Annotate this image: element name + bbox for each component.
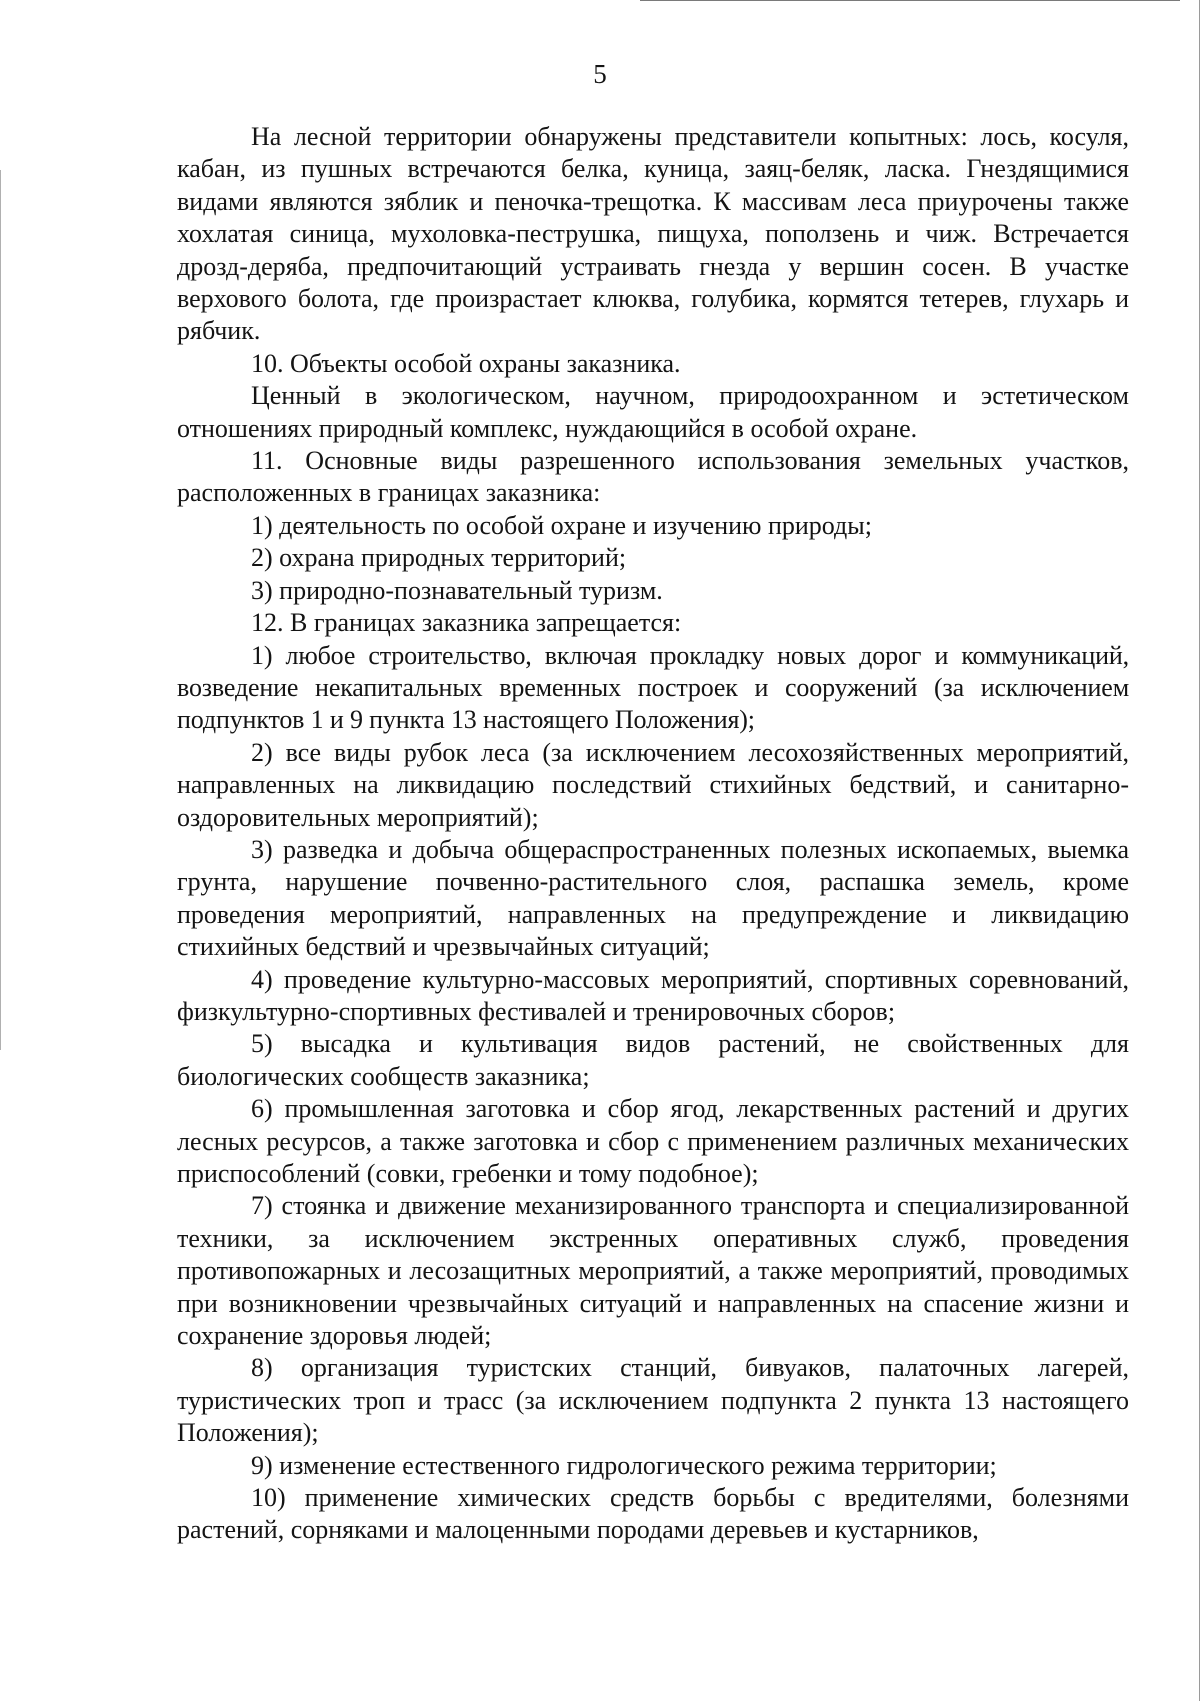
paragraph-section-12-heading: 12. В границах заказника запрещается: — [251, 608, 682, 638]
list-item-12-2: 2) все виды рубок леса (за исключением лесохозяйственных мероприятий, направленных на ликвидацию последствий стихийных бедствий, и санитарно-оздоровительных мероприятий); — [177, 737, 1129, 832]
paragraph-fauna: На лесной территории обнаружены представители копытных: лось, косуля, кабан, из пушных встречаются белка, куница, заяц-беляк, ласка. Гнездящимися видами являются зяблик и пеночка-трещотка. К массивам леса приурочены также хохлатая синица, мухоловка-пеструшка, пищуха, поползень и чиж. Встречается дрозд-деряба, предпочитающий устраивать гнезда у вершин сосен. В участке верхового болота, где произрастает клюква, голубика, кормятся тетерев, глухарь и рябчик. — [177, 122, 1129, 346]
list-item-12-3: 3) разведка и добыча общераспространенных полезных ископаемых, выемка грунта, нарушение почвенно-растительного слоя, распашка земель, кроме проведения мероприятий, направленных на предупреждение и ликвидацию стихийных бедствий и чрезвычайных ситуаций; — [177, 834, 1129, 962]
list-item-12-8: 8) организация туристских станций, бивуаков, палаточных лагерей, туристических троп и трасс (за исключением подпункта 2 пункта 13 настоящего Положения); — [177, 1353, 1129, 1448]
list-item-11-3: 3) природно-познавательный туризм. — [251, 575, 663, 605]
scan-edge-top — [640, 0, 1180, 1]
list-item-11-2: 2) охрана природных территорий; — [251, 543, 627, 573]
list-item-12-5: 5) высадка и культивация видов растений, не свойственных для биологических сообществ заказника; — [177, 1029, 1129, 1091]
list-item-12-6: 6) промышленная заготовка и сбор ягод, лекарственных растений и других лесных ресурсов, а также заготовка и сбор с применением различных механических приспособлений (совки, гребенки и тому подобное); — [177, 1094, 1129, 1188]
list-item-11-1: 1) деятельность по особой охране и изучению природы; — [251, 510, 872, 540]
list-item-12-1: 1) любое строительство, включая прокладку новых дорог и коммуникаций, возведение некапитальных временных построек и сооружений (за исключением подпунктов 1 и 9 пункта 13 настоящего Положения); — [177, 640, 1129, 735]
document-body — [177, 121, 1129, 1547]
paragraph-section-10-heading: 10. Объекты особой охраны заказника. — [251, 348, 681, 378]
list-item-12-9: 9) изменение естественного гидрологического режима территории; — [251, 1450, 997, 1480]
scan-edge-left — [0, 170, 1, 1050]
page-number: 5 — [593, 59, 607, 89]
list-item-12-4: 4) проведение культурно-массовых мероприятий, спортивных соревнований, физкультурно-спортивных фестивалей и тренировочных сборов; — [177, 964, 1129, 1026]
paragraph-section-11-heading: 11. Основные виды разрешенного использования земельных участков, расположенных в границах заказника: — [177, 446, 1129, 508]
paragraph-section-10-text: Ценный в экологическом, научном, природоохранном и эстетическом отношениях природный комплекс, нуждающийся в особой охране. — [177, 381, 1129, 443]
list-item-12-10: 10) применение химических средств борьбы с вредителями, болезнями растений, сорняками и малоценными породами деревьев и кустарников, — [177, 1483, 1129, 1545]
list-item-12-7: 7) стоянка и движение механизированного транспорта и специализированной техники, за исключением экстренных оперативных служб, проведения противопожарных и лесозащитных мероприятий, а также мероприятий, проводимых при возникновении чрезвычайных ситуаций и направленных на спасение жизни и сохранение здоровья людей; — [177, 1191, 1129, 1351]
